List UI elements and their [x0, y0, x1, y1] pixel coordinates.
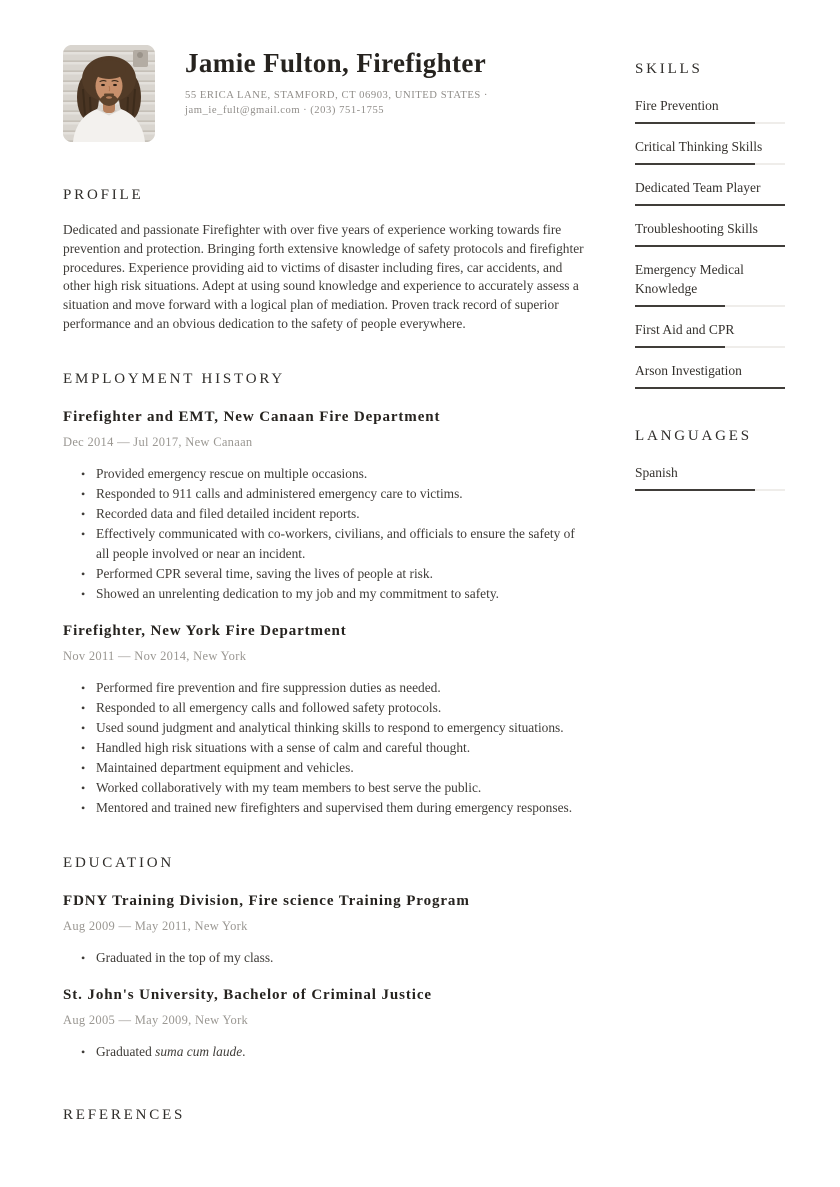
skill-label: Critical Thinking Skills	[635, 139, 763, 154]
profile-photo-illustration	[63, 45, 155, 142]
bullet-item: • Mentored and trained new firefighters and supervised them during emergency responses.	[81, 798, 585, 818]
entry-dates: Dec 2014 — Jul 2017, New Canaan	[63, 434, 253, 449]
skill-level-track	[635, 346, 785, 348]
contact-line-email-phone	[185, 103, 491, 118]
skill-item	[635, 260, 785, 307]
bullet-item: • Maintained department equipment and vehicles.	[81, 758, 585, 778]
skill-item	[635, 320, 785, 348]
sidebar-column	[635, 45, 785, 1187]
job-entries	[63, 407, 585, 818]
skill-level-track	[635, 387, 785, 389]
entry-title: Firefighter and EMT, New Canaan Fire Department	[63, 408, 441, 425]
job-entry	[63, 621, 585, 818]
contact-line-address	[185, 88, 491, 103]
profile-photo	[63, 45, 155, 142]
languages-heading: LANGUAGES	[635, 428, 752, 444]
skill-level-track	[635, 122, 785, 124]
skill-level-track	[635, 245, 785, 247]
skill-label: Arson Investigation	[635, 363, 742, 378]
bullet-item: • Handled high risk situations with a sense of calm and careful thought.	[81, 738, 585, 758]
education-section	[63, 854, 585, 1062]
skill-level-fill	[635, 245, 785, 247]
entry-title: Firefighter, New York Fire Department	[63, 622, 347, 639]
education-entry	[63, 891, 585, 968]
bullet-item: • Recorded data and filed detailed incident reports.	[81, 504, 585, 524]
resume-header	[63, 45, 585, 142]
skill-level-fill	[635, 163, 755, 165]
contact-info	[185, 88, 491, 118]
skill-level-fill	[635, 204, 785, 206]
entry-dates: Nov 2011 — Nov 2014, New York	[63, 648, 247, 663]
entry-title: FDNY Training Division, Fire science Training Program	[63, 892, 470, 909]
education-entry	[63, 985, 585, 1062]
entry-title: St. John's University, Bachelor of Criminal Justice	[63, 986, 432, 1003]
skills-list	[635, 96, 785, 389]
skill-level-fill	[635, 122, 755, 124]
employment-section	[63, 370, 585, 818]
skill-item	[635, 219, 785, 247]
skill-item	[635, 178, 785, 206]
address-text: 55 ERICA LANE, STAMFORD, CT 06903, UNITED STATES	[185, 90, 481, 101]
employment-heading: EMPLOYMENT HISTORY	[63, 370, 285, 387]
skill-level-fill	[635, 346, 725, 348]
bullet-item: • Graduated in the top of my class.	[81, 948, 585, 968]
skill-item	[635, 361, 785, 389]
job-entry	[63, 407, 585, 604]
skill-level-track	[635, 305, 785, 307]
bullet-item: • Performed fire prevention and fire suppression duties as needed.	[81, 678, 585, 698]
references-section	[63, 1106, 585, 1124]
bullet-item: • Responded to 911 calls and administered emergency care to victims.	[81, 484, 585, 504]
bullet-item: • Responded to all emergency calls and followed safety protocols.	[81, 698, 585, 718]
separator-dot: ·	[483, 90, 488, 101]
education-entries	[63, 891, 585, 1062]
skill-label: Spanish	[635, 465, 678, 480]
skill-item	[635, 463, 785, 491]
skill-label: First Aid and CPR	[635, 322, 735, 337]
skill-label: Troubleshooting Skills	[635, 221, 758, 236]
page-title: Jamie Fulton, Firefighter	[185, 48, 487, 78]
bullet-item: • Provided emergency rescue on multiple occasions.	[81, 464, 585, 484]
skill-label: Fire Prevention	[635, 98, 719, 113]
entry-dates: Aug 2009 — May 2011, New York	[63, 918, 248, 933]
header-text-block	[185, 45, 491, 142]
bullet-item: • Performed CPR several time, saving the lives of people at risk.	[81, 564, 585, 584]
separator-dot: ·	[303, 105, 308, 116]
bullet-item: • Used sound judgment and analytical thinking skills to respond to emergency situations.	[81, 718, 585, 738]
profile-heading: PROFILE	[63, 187, 144, 203]
entry-bullet-list	[63, 1042, 585, 1062]
skill-label: Dedicated Team Player	[635, 180, 761, 195]
skill-item	[635, 96, 785, 124]
skill-level-fill	[635, 305, 725, 307]
main-column	[63, 45, 585, 1187]
profile-paragraph: Dedicated and passionate Firefighter with over five years of experience working towards fire prevention and protection. Bringing forth extensive knowledge of safety protocols and firefighter procedures. Experience providing aid to victims of disaster including fires, car accidents, and other high risk situations. Adept at using sound knowledge and experience to accurately assess a situation and move forward with a logical plan of mediation. Proven track record of superior performance and an obvious dedication to the safety of people everywhere.	[63, 222, 584, 331]
skill-level-track	[635, 163, 785, 165]
skill-level-fill	[635, 489, 755, 491]
skill-label: Emergency Medical Knowledge	[635, 262, 744, 296]
bullet-item: • Graduated suma cum laude.	[81, 1042, 585, 1062]
skill-level-track	[635, 204, 785, 206]
education-heading: EDUCATION	[63, 854, 175, 871]
entry-bullet-list	[63, 464, 585, 604]
skills-heading: SKILLS	[635, 61, 703, 77]
bullet-item: • Showed an unrelenting dedication to my job and my commitment to safety.	[81, 584, 585, 604]
languages-list	[635, 463, 785, 491]
skill-level-fill	[635, 387, 785, 389]
entry-bullet-list	[63, 948, 585, 968]
email-text: jam_ie_fult@gmail.com	[185, 105, 301, 116]
phone-text: (203) 751-1755	[310, 105, 385, 116]
skill-level-track	[635, 489, 785, 491]
profile-section	[63, 186, 585, 334]
bullet-item: • Effectively communicated with co-workers, civilians, and officials to ensure the safety of all people involved or near an incident.	[81, 524, 585, 564]
skill-item	[635, 137, 785, 165]
entry-dates: Aug 2005 — May 2009, New York	[63, 1012, 249, 1027]
entry-bullet-list	[63, 678, 585, 818]
bullet-item: • Worked collaboratively with my team members to best serve the public.	[81, 778, 585, 798]
references-heading: REFERENCES	[63, 1106, 186, 1123]
